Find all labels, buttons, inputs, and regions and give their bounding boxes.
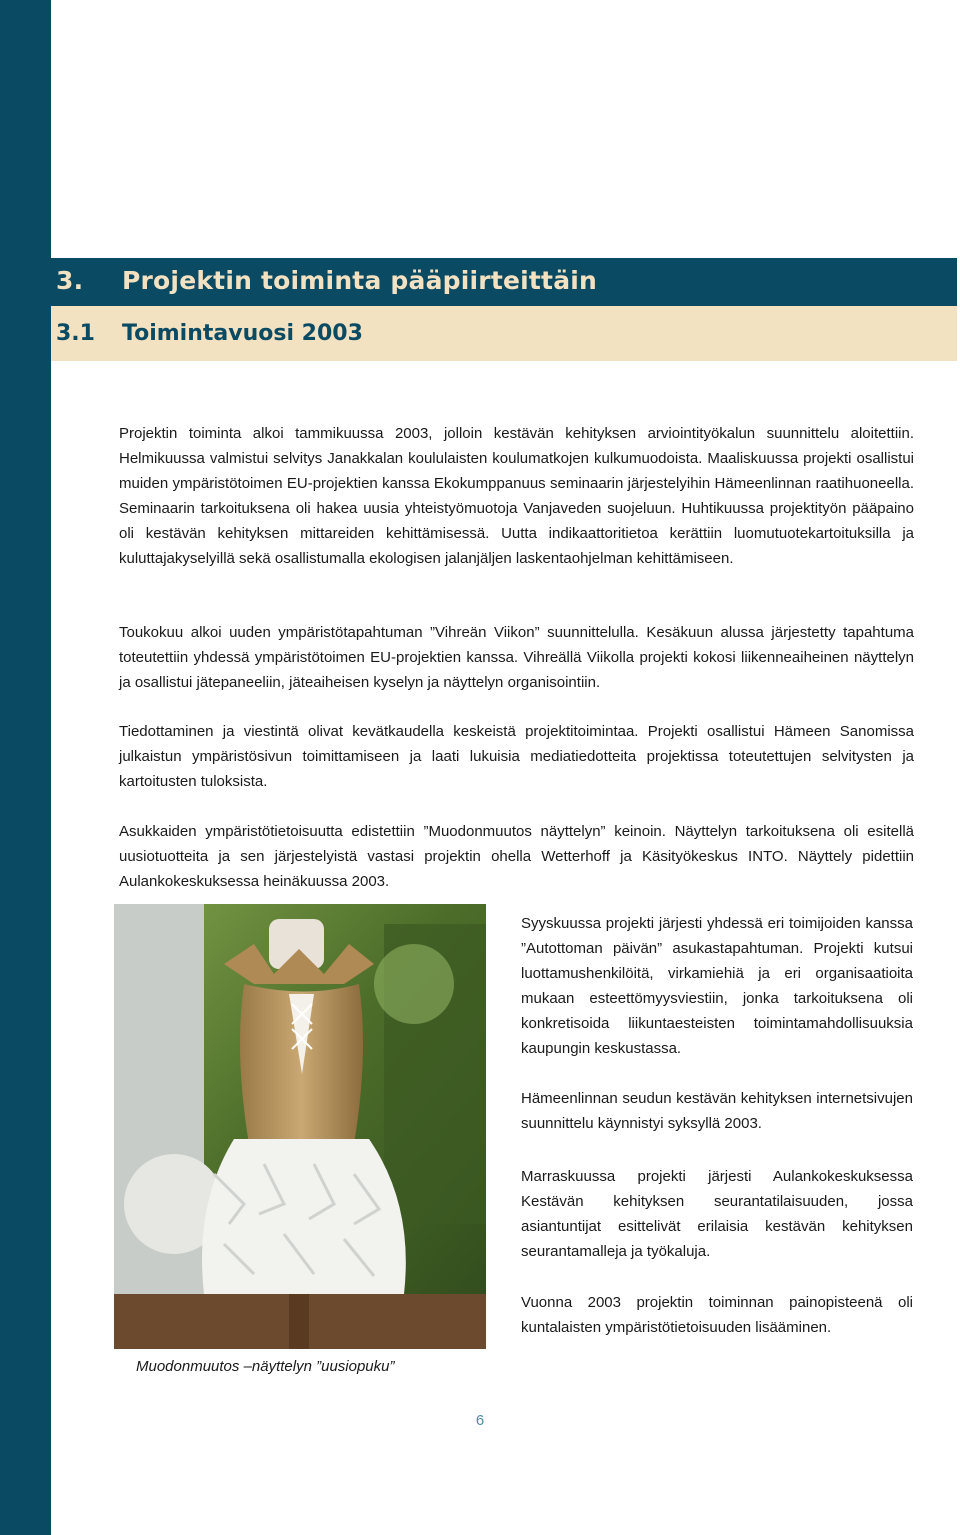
- side-paragraph-2: Hämeenlinnan seudun kestävän kehityksen internetsivujen suunnittelu käynnistyi syksyllä 2003.: [521, 1090, 913, 1132]
- side-paragraph-1: Syyskuussa projekti järjesti yhdessä eri toimijoiden kanssa ”Autottoman päivän” asukastapahtuman. Projekti kutsui luottamushenkilöitä, virkamiehiä ja eri organisaatioita mukaan esteettömyysviestiin, jonka tarkoituksena oli konkretisoida liikuntaesteisten toimintamahdollisuuksia kaupungin keskustassa.: [521, 915, 913, 1057]
- subsection-heading: [51, 306, 957, 361]
- paragraph-2: Toukokuu alkoi uuden ympäristötapahtuman ”Vihreän Viikon” suunnittelulla. Kesäkuun alussa järjestetty tapahtuma toteutettiin yhdessä ympäristötoimen EU-projektien kanssa. Vihreällä Viikolla projekti kokosi liikenneaiheinen näyttelyn ja osallistui jätepaneeliin, jäteaiheisen kyselyn ja näyttelyn organisointiin.: [119, 624, 914, 691]
- page-number: 6: [475, 1412, 485, 1429]
- side-color-bar: [0, 0, 51, 1535]
- dress-photo-image: [114, 904, 486, 1349]
- dress-photo: [114, 904, 486, 1349]
- section-title: Projektin toiminta pääpiirteittäin: [122, 266, 598, 295]
- paragraph-1: Projektin toiminta alkoi tammikuussa 2003, jolloin kestävän kehityksen arviointityökalun suunnittelu aloitettiin. Helmikuussa valmistui selvitys Janakkalan koululaisten koulumatkojen kulkumuodoista. Maaliskuussa projekti osallistui muiden ympäristötoimen EU-projektien kanssa Ekokumppanuus seminaarin järjestelyihin Hämeenlinnan raatihuoneella. Seminaarin tarkoituksena oli hakea uusia yhteistyömuotoja Vanjaveden suojeluun. Huhtikuussa projektityön pääpaino oli kestävän kehityksen mittareiden kehittämisessä. Uutta indikaattoritietoa kerättiin luomutuotekartoituksilla ja kuluttajakyselyillä sekä osallistumalla ekologisen jalanjäljen laskentaohjelman kehittämiseen.: [119, 425, 914, 567]
- side-paragraph-4: Vuonna 2003 projektin toiminnan painopisteenä oli kuntalaisten ympäristötietoisuuden lisääminen.: [521, 1294, 913, 1336]
- section-number: 3.: [56, 266, 84, 295]
- side-paragraph-3: Marraskuussa projekti järjesti Aulankokeskuksessa Kestävän kehityksen seurantatilaisuuden, jossa asiantuntijat esittelivät erilaisia kestävän kehityksen seurantamalleja ja työkaluja.: [521, 1168, 913, 1260]
- paragraph-4: Asukkaiden ympäristötietoisuutta edistettiin ”Muodonmuutos näyttelyn” keinoin. Näyttelyn tarkoituksena oli esitellä uusiotuotteita ja sen järjestelyistä vastasi projektin ohella Wetterhoff ja Käsityökeskus INTO. Näyttely pidettiin Aulankokeskuksessa heinäkuussa 2003.: [119, 823, 914, 890]
- photo-caption: Muodonmuutos –näyttelyn ”uusiopuku”: [136, 1358, 395, 1375]
- paragraph-3: Tiedottaminen ja viestintä olivat kevätkaudella keskeistä projektitoimintaa. Projekti osallistui Hämeen Sanomissa julkaistun ympäristösivun toimittamiseen ja laati lukuisia mediatiedotteita projektissa toteutettujen selvitysten ja kartoitusten tuloksista.: [119, 723, 914, 790]
- subsection-number: 3.1: [56, 321, 95, 346]
- section-heading: [51, 258, 957, 306]
- subsection-title: Toimintavuosi 2003: [122, 321, 363, 346]
